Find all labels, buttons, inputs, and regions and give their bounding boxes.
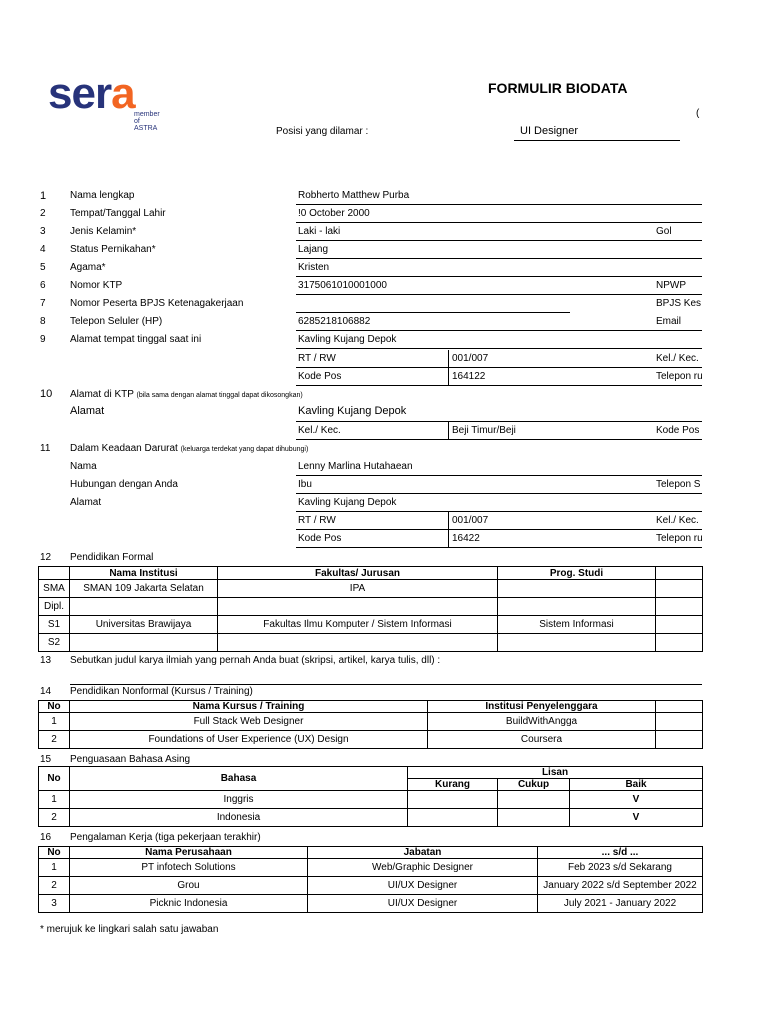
field-label: Tempat/Tanggal Lahir xyxy=(70,208,166,219)
course-extra[interactable] xyxy=(656,731,703,749)
edu-row xyxy=(39,598,703,616)
edu-fakultas[interactable]: IPA xyxy=(218,580,498,598)
field-label: Nomor KTP xyxy=(70,280,123,291)
edu-header-institusi: Nama Institusi xyxy=(70,567,218,580)
ktp-label: Alamat di KTP xyxy=(70,389,134,400)
field-line xyxy=(296,348,702,349)
field-value[interactable]: Laki - laki xyxy=(298,226,341,237)
language-row xyxy=(39,791,703,809)
work-table xyxy=(38,846,703,913)
ktp-note: (bila sama dengan alamat tinggal dapat dikosongkan) xyxy=(136,392,303,399)
section-11-heading xyxy=(70,443,308,454)
ktp-kel-label: Kel./ Kec. xyxy=(298,425,341,436)
lang-kurang[interactable] xyxy=(408,809,498,827)
course-extra[interactable] xyxy=(656,713,703,731)
edu-institusi[interactable]: Universitas Brawijaya xyxy=(70,616,218,634)
lang-header-bahasa: Bahasa xyxy=(70,767,408,791)
edu-header-fakultas: Fakultas/ Jurusan xyxy=(218,567,498,580)
section-14-number: 14 xyxy=(40,686,52,697)
edu-level: S2 xyxy=(39,634,70,652)
kodepos-label: Kode Pos xyxy=(298,371,342,382)
work-header-perusahaan: Nama Perusahaan xyxy=(70,847,308,859)
ktp-kel-value[interactable]: Beji Timur/Beji xyxy=(452,425,516,436)
course-institusi[interactable]: Coursera xyxy=(428,731,656,749)
darurat-rtrw-value[interactable]: 001/007 xyxy=(452,515,489,526)
work-no: 1 xyxy=(39,859,70,877)
ktp-alamat-line xyxy=(296,421,702,422)
karya-line xyxy=(70,684,702,685)
field-label: Agama* xyxy=(70,262,106,273)
field-label: Alamat tempat tinggal saat ini xyxy=(70,334,202,345)
position-underline xyxy=(514,140,680,141)
section-13-number: 13 xyxy=(40,655,52,666)
darurat-hub-label: Hubungan dengan Anda xyxy=(70,479,178,490)
kodepos-line xyxy=(296,385,702,386)
course-header-nama: Nama Kursus / Training xyxy=(70,701,428,713)
course-header-institusi: Institusi Penyelenggara xyxy=(428,701,656,713)
work-no: 2 xyxy=(39,877,70,895)
edu-extra[interactable] xyxy=(656,580,703,598)
course-row xyxy=(39,713,703,731)
rtrw-line xyxy=(296,367,702,368)
darurat-telepon-label: Telepon S xyxy=(656,479,701,490)
edge-mark: ( xyxy=(696,108,700,119)
lang-header-no: No xyxy=(39,767,70,791)
course-no: 2 xyxy=(39,731,70,749)
field-value[interactable]: Kavling Kujang Depok xyxy=(298,334,397,345)
darurat-nama-value[interactable]: Lenny Marlina Hutahaean xyxy=(298,461,413,472)
darurat-rtrw-line xyxy=(296,529,702,530)
darurat-telepon-rumah-label: Telepon ru xyxy=(656,533,703,544)
work-jabatan[interactable]: UI/UX Designer xyxy=(308,877,538,895)
edu-extra[interactable] xyxy=(656,634,703,652)
position-value[interactable]: UI Designer xyxy=(520,125,579,137)
edu-header-extra xyxy=(656,567,703,580)
logo-text-main: ser xyxy=(48,69,112,118)
edu-prog[interactable] xyxy=(498,580,656,598)
sera-logo xyxy=(48,69,160,132)
section-16-label: Pengalaman Kerja (tiga pekerjaan terakhir) xyxy=(70,832,261,843)
edu-fakultas[interactable]: Fakultas Ilmu Komputer / Sistem Informasi xyxy=(218,616,498,634)
section-15-number: 15 xyxy=(40,754,52,765)
course-institusi[interactable]: BuildWithAngga xyxy=(428,713,656,731)
field-label: Status Pernikahan* xyxy=(70,244,156,255)
section-10-heading xyxy=(70,389,303,400)
edu-prog[interactable] xyxy=(498,634,656,652)
section-13-label: Sebutkan judul karya ilmiah yang pernah Anda buat (skripsi, artikel, karya tulis, dll) : xyxy=(70,655,441,666)
field-value[interactable]: 6285218106882 xyxy=(298,316,371,327)
edu-header-blank xyxy=(39,567,70,580)
edu-level: S1 xyxy=(39,616,70,634)
edu-header-prog: Prog. Studi xyxy=(498,567,656,580)
work-row xyxy=(39,877,703,895)
field-number: 5 xyxy=(40,262,46,273)
edu-institusi[interactable] xyxy=(70,634,218,652)
telepon-rumah-label: Telepon ru xyxy=(656,371,703,382)
field-number: 9 xyxy=(40,334,46,345)
edu-fakultas[interactable] xyxy=(218,598,498,616)
darurat-kel-label: Kel./ Kec. xyxy=(656,515,699,526)
lang-header-baik: Baik xyxy=(570,779,703,791)
edu-row xyxy=(39,634,703,652)
logo-subtitle: member of ASTRA xyxy=(134,111,160,132)
field-right-label: NPWP xyxy=(656,280,686,291)
work-jabatan[interactable]: UI/UX Designer xyxy=(308,895,538,913)
darurat-hub-line xyxy=(296,493,702,494)
lang-no: 1 xyxy=(39,791,70,809)
section-11-number: 11 xyxy=(40,443,51,454)
ktp-alamat-value[interactable]: Kavling Kujang Depok xyxy=(298,405,407,417)
section-10-number: 10 xyxy=(40,388,53,400)
field-label: Jenis Kelamin* xyxy=(70,226,137,237)
darurat-hub-value[interactable]: Ibu xyxy=(298,479,312,490)
kodepos-value[interactable]: 164122 xyxy=(452,371,486,382)
section-14-label: Pendidikan Nonformal (Kursus / Training) xyxy=(70,686,253,697)
work-no: 3 xyxy=(39,895,70,913)
field-line xyxy=(296,312,570,313)
form-title: FORMULIR BIODATA xyxy=(488,80,628,96)
work-periode[interactable]: January 2022 s/d September 2022 xyxy=(538,877,703,895)
lang-header-kurang: Kurang xyxy=(408,779,498,791)
field-number: 3 xyxy=(40,226,46,237)
field-line xyxy=(296,258,702,259)
field-value[interactable]: 3175061010001000 xyxy=(298,280,387,291)
field-right-label: BPJS Kes xyxy=(656,298,702,309)
edu-institusi[interactable] xyxy=(70,598,218,616)
field-line xyxy=(296,222,702,223)
field-number: 1 xyxy=(40,190,47,202)
edu-row xyxy=(39,580,703,598)
lang-bahasa[interactable]: Inggris xyxy=(70,791,408,809)
field-label: Nomor Peserta BPJS Ketenagakerjaan xyxy=(70,298,244,309)
work-header-periode: ... s/d ... xyxy=(538,847,703,859)
section-16-number: 16 xyxy=(40,832,52,843)
darurat-alamat-value[interactable]: Kavling Kujang Depok xyxy=(298,497,397,508)
edu-row xyxy=(39,616,703,634)
work-jabatan[interactable]: Web/Graphic Designer xyxy=(308,859,538,877)
field-right-label: Email xyxy=(656,316,682,327)
field-value[interactable]: !0 October 2000 xyxy=(298,208,370,219)
section-12-number: 12 xyxy=(40,552,52,563)
field-number: 7 xyxy=(40,298,46,309)
kel-label: Kel./ Kec. xyxy=(656,353,699,364)
work-perusahaan[interactable]: Picknic Indonesia xyxy=(70,895,308,913)
darurat-note: (keluarga terdekat yang dapat dihubungi) xyxy=(180,446,309,453)
course-nama[interactable]: Full Stack Web Designer xyxy=(70,713,428,731)
field-number: 2 xyxy=(40,208,46,219)
lang-baik[interactable]: V xyxy=(570,809,703,827)
lang-no: 2 xyxy=(39,809,70,827)
position-label: Posisi yang dilamar : xyxy=(276,126,369,137)
work-row xyxy=(39,859,703,877)
edu-prog[interactable] xyxy=(498,598,656,616)
field-value[interactable]: Kristen xyxy=(298,262,330,273)
course-header-extra xyxy=(656,701,703,713)
darurat-kodepos-label: Kode Pos xyxy=(298,533,342,544)
edu-extra[interactable] xyxy=(656,598,703,616)
work-header-jabatan: Jabatan xyxy=(308,847,538,859)
field-label: Telepon Seluler (HP) xyxy=(70,316,163,327)
edu-prog[interactable]: Sistem Informasi xyxy=(498,616,656,634)
field-value[interactable]: Robherto Matthew Purba xyxy=(298,190,410,201)
work-perusahaan[interactable]: PT infotech Solutions xyxy=(70,859,308,877)
section-12-label: Pendidikan Formal xyxy=(70,552,154,563)
ktp-kodepos-label: Kode Pos xyxy=(656,425,700,436)
darurat-divider xyxy=(448,512,449,548)
language-table xyxy=(38,766,703,827)
darurat-rtrw-label: RT / RW xyxy=(298,515,336,526)
work-perusahaan[interactable]: Grou xyxy=(70,877,308,895)
course-table xyxy=(38,700,703,749)
field-line xyxy=(296,276,702,277)
field-line xyxy=(296,294,702,295)
lang-cukup[interactable] xyxy=(498,791,570,809)
edu-level: SMA xyxy=(39,580,70,598)
field-number: 8 xyxy=(40,316,46,327)
ktp-kel-line xyxy=(296,439,702,440)
ktp-alamat-label: Alamat xyxy=(70,405,105,417)
education-table xyxy=(38,566,703,652)
darurat-alamat-line xyxy=(296,511,702,512)
darurat-nama-label: Nama xyxy=(70,461,97,472)
work-row xyxy=(39,895,703,913)
course-no: 1 xyxy=(39,713,70,731)
section-15-label: Penguasaan Bahasa Asing xyxy=(70,754,191,765)
work-periode[interactable]: Feb 2023 s/d Sekarang xyxy=(538,859,703,877)
lang-bahasa[interactable]: Indonesia xyxy=(70,809,408,827)
language-row xyxy=(39,809,703,827)
work-header-no: No xyxy=(39,847,70,859)
logo-text xyxy=(48,69,135,118)
course-row xyxy=(39,731,703,749)
lang-baik[interactable]: V xyxy=(570,791,703,809)
edu-extra[interactable] xyxy=(656,616,703,634)
field-number: 6 xyxy=(40,280,46,291)
rtrw-value[interactable]: 001/007 xyxy=(452,353,489,364)
darurat-kodepos-line xyxy=(296,547,702,548)
course-header-no: No xyxy=(39,701,70,713)
field-number: 4 xyxy=(40,244,46,255)
darurat-alamat-label: Alamat xyxy=(70,497,102,508)
field-label: Nama lengkap xyxy=(70,190,135,201)
lang-kurang[interactable] xyxy=(408,791,498,809)
field-value[interactable]: Lajang xyxy=(298,244,329,255)
footnote: * merujuk ke lingkari salah satu jawaban xyxy=(40,924,219,935)
rtrw-label: RT / RW xyxy=(298,353,336,364)
lang-cukup[interactable] xyxy=(498,809,570,827)
field-line xyxy=(296,204,702,205)
lang-header-lisan: Lisan xyxy=(408,767,703,779)
course-nama[interactable]: Foundations of User Experience (UX) Design xyxy=(70,731,428,749)
work-periode[interactable]: July 2021 - January 2022 xyxy=(538,895,703,913)
ktp-divider xyxy=(448,422,449,440)
logo-text-accent: a xyxy=(111,69,135,118)
edu-level: Dipl. xyxy=(39,598,70,616)
edu-institusi[interactable]: SMAN 109 Jakarta Selatan xyxy=(70,580,218,598)
lang-header-cukup: Cukup xyxy=(498,779,570,791)
field-right-label: Gol xyxy=(656,226,672,237)
darurat-kodepos-value[interactable]: 16422 xyxy=(452,533,480,544)
sub-divider xyxy=(448,350,449,386)
darurat-nama-line xyxy=(296,475,702,476)
darurat-label: Dalam Keadaan Darurat xyxy=(70,443,178,454)
field-line xyxy=(296,330,702,331)
edu-fakultas[interactable] xyxy=(218,634,498,652)
field-line xyxy=(296,240,702,241)
